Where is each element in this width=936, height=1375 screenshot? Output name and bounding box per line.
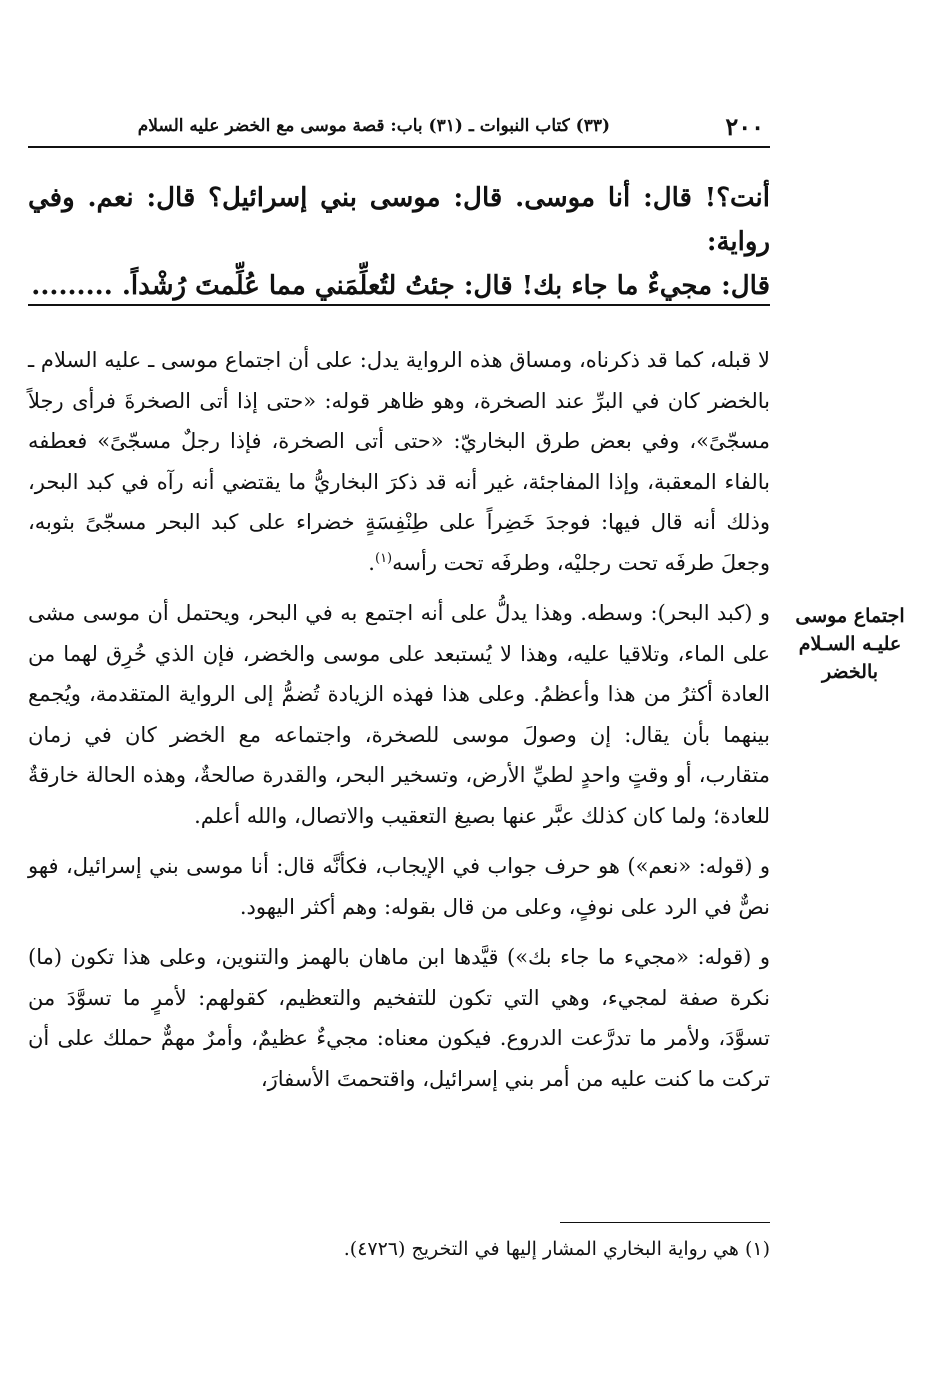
footnote-divider (560, 1222, 770, 1223)
hadith-text (28, 176, 770, 308)
page-number: ٢٠٠ (725, 112, 764, 141)
commentary-paragraph (28, 340, 770, 583)
commentary-text (28, 340, 770, 1099)
margin-note-line: بالخضر (821, 661, 879, 683)
section-divider (28, 304, 770, 306)
hadith-line-text: قال: مجيءٌ ما جاء بك! قال: جئتُ لتُعلِّمَني مما عُلِّمتَ رُشْداً. (121, 271, 770, 301)
hadith-line: أنت؟! قال: أنا موسى. قال: موسى بني إسرائيل؟ قال: نعم. وفي رواية: (28, 183, 770, 257)
continuation-dots: ......... (31, 271, 113, 301)
footnote: (١) هي رواية البخاري المشار إليها في التخريج (٤٧٢٦). (343, 1238, 770, 1260)
commentary-paragraph: و (قوله: «نعم») هو حرف جواب في الإيجاب، فكأنَّه قال: أنا موسى بني إسرائيل، فهو نصٌّ في الرد على نوفٍ، وعلى من قال بقوله: وهم أكثر اليهود. (28, 854, 770, 919)
margin-note (790, 602, 910, 686)
page-header (28, 106, 770, 148)
margin-note-line: عليـه السـلام (798, 633, 902, 655)
commentary-paragraph: و (كبد البحر): وسطه. وهذا يدلُّ على أنه اجتمع به في البحر، ويحتمل أن موسى مشى على الماء، وتلاقيا عليه، وهذا لا يُستبعد على موسى والخضر، فإن الذي خُرِق لهما من العادة أكثرُ من هذا وأعظمُ. وعلى هذا فهذه الزيادة تُضمُّ إلى الرواية المتقدمة، ويُجمع بينهما بأن يقال: إن وصولَ موسى للصخرة، واجتماعه مع الخضر كان في زمان متقارب، أو وقتٍ واحدٍ لطيِّ الأرض، وتسخير البحر، والقدرة صالحةٌ، وهذه الحالة خارقةٌ للعادة؛ ولما كان كذلك عبَّر عنها بصيغ التعقيب والاتصال، والله أعلم. (28, 601, 770, 828)
hadith-line (28, 264, 770, 308)
paragraph-end: . (368, 550, 375, 575)
margin-note-line: اجتماع موسى (795, 605, 905, 627)
footnote-reference[interactable]: (١) (374, 550, 393, 566)
running-title: (٣٣) كتاب النبوات ـ (٣١) باب: قصة موسى مع الخضر عليه السلام (137, 116, 610, 136)
paragraph-text: لا قبله، كما قد ذكرناه، ومساق هذه الرواية يدل: على أن اجتماع موسى ـ عليه السلام ـ بالخضر كان في البرِّ عند الصخرة، وهو ظاهر قوله: «حتى إذا أتى الصخرةَ فرأى رجلاً مسجّىً»، وفي بعض طرق البخاريّ: «حتى أتى الصخرة، فإذا رجلٌ مسجّىً» فعطفه بالفاء المعقبة، وإذا المفاجئة، غير أنه قد ذكرَ البخاريُّ ما يقتضي أنه رآه في كبد البحر، وذلك أنه قال فيها: فوجدَ خَضِراً على طِنْفِسَةٍ خضراء على كبد البحر مسجّىً بثوبه، وجعلَ طرفَه تحت رجليْه، وطرفَه تحت رأسه (28, 348, 770, 575)
commentary-paragraph: و (قوله: «مجيء ما جاء بك») قيَّدها ابن ماهان بالهمز والتنوين، وعلى هذا تكون (ما) نكرة صفة لمجيء، وهي التي تكون للتفخيم والتعظيم، كقولهم: لأمرٍ ما تسوَّدَ من تسوَّدَ، ولأمر ما تدرَّعت الدروع. فيكون معناه: مجيءٌ عظيمٌ، وأمرٌ مهمٌّ حملك على أن تركت ما كنت عليه من أمر بني إسرائيل، واقتحمتَ الأسفارَ، (28, 945, 770, 1091)
